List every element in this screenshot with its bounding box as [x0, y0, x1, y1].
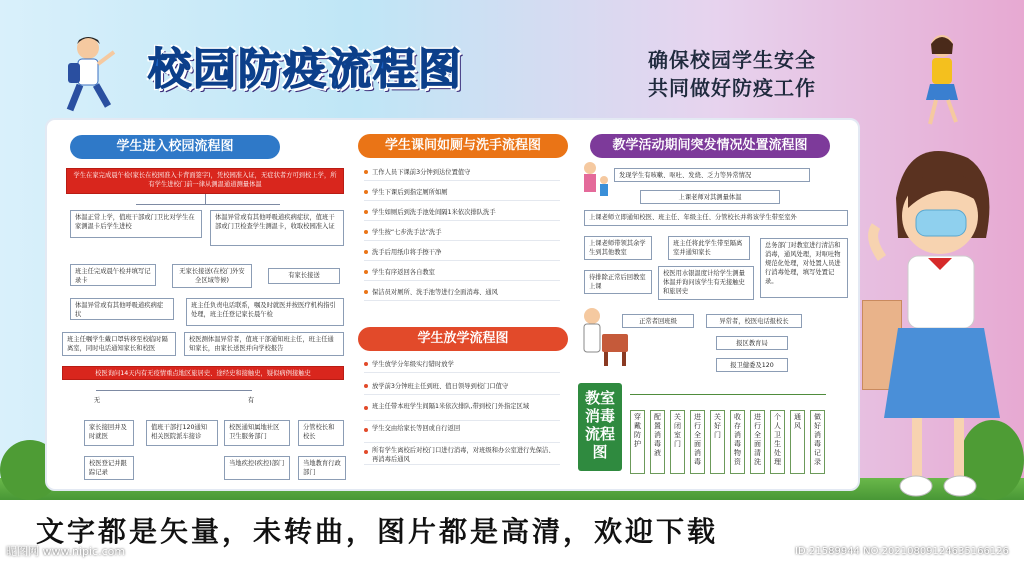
- emergency-n12: 报卫健委及120: [716, 358, 788, 372]
- slogan-line-1: 确保校园学生安全: [648, 48, 816, 72]
- entry-notify-cdc: 校医通知属地社区卫生服务部门: [224, 420, 290, 446]
- watermark-left: 昵图网 www.nipic.com: [6, 545, 126, 558]
- entry-warn: 校医询问14天内有无疫情重点地区旅居史、途经史和接触史，疑似病例接触史: [62, 366, 344, 380]
- entry-abnormal: 体温异常或有其他呼吸道疾病症状，值班干部或门卫检查学生测温卡，收取校园准入证: [210, 210, 344, 246]
- parent-child-illustration: [578, 160, 612, 206]
- entry-top: 学生在家完成晨午检(家长在校园准入卡背面签字)，凭校园准入证，无症状者方可到校上学，所有学生进校门前一律从测温通道测量体温: [66, 168, 344, 194]
- emergency-n4: 上课老师带领其余学生到其他教室: [584, 236, 652, 260]
- disinfect-step: 穿戴防护: [630, 410, 645, 474]
- emergency-n7: 待排除正常后回教室上课: [584, 270, 652, 294]
- disinfect-step: 进行全面消毒: [690, 410, 705, 474]
- connector: [630, 394, 826, 395]
- disinfect-heading: 教室消毒流程图: [578, 383, 622, 471]
- leave-step: 放学前3分钟班主任到班、值日领导到校门口值守: [364, 378, 560, 395]
- disinfect-step: 关好门: [710, 410, 725, 474]
- entry-call120: 值班干部打120通知相关医院派车接诊: [146, 420, 218, 446]
- emergency-n1: 发现学生有咳嗽、呕吐、发烧、乏力等异常情况: [614, 168, 810, 182]
- entry-normal: 体温正常上学，值班干部或门卫比对学生在家测温卡后学生进校: [70, 210, 202, 238]
- emergency-n3: 上课老师立即通知校医、班主任、年级主任、分管校长并将该学生带至室外: [584, 210, 848, 226]
- footer-text: 文字都是矢量，未转曲，图片都是高清，欢迎下载: [36, 515, 719, 548]
- entry-home-obs: 家长接回并及时就医: [84, 420, 134, 446]
- leave-step: 所有学生离校后对校门口进行消毒，对班级和办公室进行先保洁、再消毒后通风: [364, 444, 560, 465]
- emergency-n9: 正常者回班级: [622, 314, 694, 328]
- entry-abnormal2: 体温异常或有其他呼吸道疾病症状: [70, 298, 174, 320]
- leave-step: 班主任带本班学生间隔1米依次排队,带到校门外指定区域: [364, 400, 560, 421]
- entry-notify-director: 分管校长和校长: [298, 420, 344, 446]
- emergency-n6: 总务部门对教室进行清洁和消毒，通风处理，对呕吐物规范化处理，对处置人员进行消毒处理，填写处置记录。: [760, 238, 848, 298]
- entry-escort: 班主任负责电话联系，嘱及时就医并按医疗机构指引处理，班主任登记家长晨午检: [186, 298, 344, 326]
- slogan-line-2: 共同做好防疫工作: [648, 76, 816, 100]
- emergency-n2: 上课老师对其测量体温: [640, 190, 780, 204]
- entry-report: 校医测体温异常者，值班干部通知班主任，班主任通知家长，由家长送医并向学校报告: [184, 332, 344, 356]
- wash-step: 学生如厕后到洗手池处间隔1米依次排队洗手: [364, 204, 560, 221]
- watermark-right: ID:21589944 NO:20210809124635166126: [795, 546, 1009, 557]
- disinfect-step: 通风: [790, 410, 805, 474]
- connector: [205, 194, 206, 204]
- entry-edu: 当地教育行政部门: [298, 456, 346, 480]
- entry-parent: 有家长接送: [268, 268, 340, 284]
- wash-step: 学生下课后到指定厕所如厕: [364, 184, 560, 201]
- walking-girl-illustration: [912, 30, 972, 130]
- emergency-n11: 报区教育局: [716, 336, 788, 350]
- leave-heading: 学生放学流程图: [358, 327, 568, 351]
- emergency-heading: 教学活动期间突发情况处置流程图: [590, 134, 830, 158]
- entry-homeroom: 班主任完成晨午检并填写记录卡: [70, 264, 156, 286]
- wash-step: 学生按“七步洗手法”洗手: [364, 224, 560, 241]
- wash-step: 保洁员对厕所、洗手池等进行全面消毒、通风: [364, 284, 560, 301]
- disinfect-step: 收存消毒物资: [730, 410, 745, 474]
- entry-no-parent: 无家长接送(在校门外安全区域等候): [172, 264, 252, 288]
- connector: [136, 204, 280, 205]
- doctor-illustration: [574, 304, 632, 368]
- entry-no-label: 无: [86, 394, 108, 407]
- leave-step: 学生交由给家长等回或自行返回: [364, 422, 560, 443]
- entry-heading: 学生进入校园流程图: [70, 135, 280, 159]
- entry-school-reg: 校医登记并跟踪记录: [84, 456, 134, 480]
- entry-cdc: 当地疾控(疾控)部门: [224, 456, 290, 480]
- running-boy-illustration: [50, 30, 125, 125]
- entry-yes-label: 有: [240, 394, 262, 407]
- connector: [96, 390, 252, 391]
- wash-step: 学生有序返回各自教室: [364, 264, 560, 281]
- wash-heading: 学生课间如厕与洗手流程图: [358, 134, 568, 158]
- wash-step: 洗手后用纸巾将手擦干净: [364, 244, 560, 261]
- disinfect-step: 配置消毒液: [650, 410, 665, 474]
- disinfect-step: 关闭室门: [670, 410, 685, 474]
- wash-step: 工作人员下课前3分钟到达位置值守: [364, 164, 560, 181]
- leave-step: 学生放学分年级实行错时放学: [364, 356, 560, 373]
- disinfect-step: 个人卫生处理: [770, 410, 785, 474]
- emergency-n5: 班主任将此学生带至隔离室并通知家长: [668, 236, 750, 260]
- emergency-n10: 异常者，校医电话报校长: [706, 314, 802, 328]
- page-title: 校园防疫流程图: [148, 45, 463, 95]
- disinfect-step: 做好消毒记录: [810, 410, 825, 474]
- masked-girl-illustration: [868, 138, 1008, 508]
- emergency-n8: 校医用水银温度计给学生测量体温并询问该学生有无接触史和旅居史: [658, 266, 754, 300]
- disinfect-step: 进行全面清洗: [750, 410, 765, 474]
- entry-isolate: 班主任嘱学生戴口罩转移至校临时隔离室，同时电话通知家长和校医: [62, 332, 176, 356]
